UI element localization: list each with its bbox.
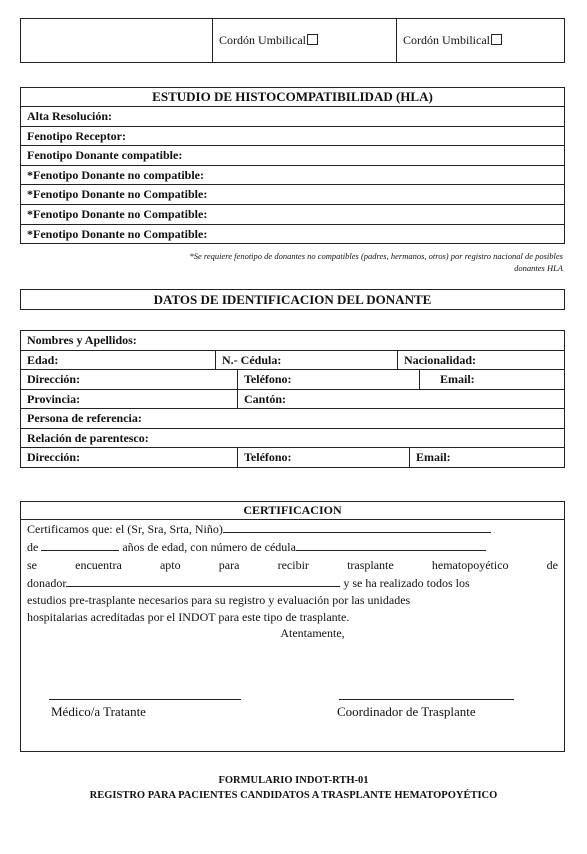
cert-line-5: estudios pre-trasplante necesarios para su registro y evaluación por las unidades: [27, 593, 411, 607]
hla-footnote: [40, 250, 563, 274]
hla-footnote-line-2: donantes HLA: [514, 263, 563, 273]
donor-address-2-field[interactable]: Dirección:: [21, 448, 238, 467]
donor-email-field[interactable]: Email:: [440, 372, 475, 386]
cordon-empty-cell: [21, 19, 213, 62]
cert-line-4-text: donador: [27, 576, 67, 590]
donor-phone-2-field[interactable]: Teléfono:: [238, 448, 410, 467]
donor-section-title: DATOS DE IDENTIFICACION DEL DONANTE: [20, 289, 565, 310]
hla-row-donante-no-compatible-4[interactable]: *Fenotipo Donante no Compatible:: [27, 226, 208, 241]
donor-nationality-field[interactable]: Nacionalidad:: [404, 352, 477, 367]
cert-line-3-word: se: [27, 558, 37, 572]
donor-reference-field[interactable]: Persona de referencia:: [27, 411, 142, 425]
donor-phone-field[interactable]: Teléfono:: [238, 370, 420, 389]
cert-line-1-text: Certificamos que: el (Sr, Sra, Srta, Niño): [27, 522, 223, 536]
cert-line-3-word: trasplante: [347, 558, 394, 572]
cert-line-6: hospitalarias acreditadas por el INDOT para este tipo de trasplante.: [27, 610, 350, 624]
signature-line-doctor[interactable]: [49, 699, 241, 700]
cert-line-3-word: de: [546, 558, 558, 572]
form-title: REGISTRO PARA PACIENTES CANDIDATOS A TRASPLANTE HEMATOPOYÉTICO: [89, 790, 498, 801]
cert-line-3-word: hematopoyético: [431, 558, 509, 572]
hla-section: [20, 87, 565, 244]
signature-label-doctor: Médico/a Tratante: [51, 704, 146, 719]
cert-line-4: [27, 575, 558, 591]
donor-row-province: [21, 390, 564, 410]
donor-names-field[interactable]: Nombres y Apellidos:: [27, 333, 137, 347]
cordon-checkbox-2[interactable]: [491, 34, 502, 45]
signature-label-coordinator: Coordinador de Trasplante: [337, 704, 476, 719]
cert-line-2-text: años de edad, con número de cédula: [122, 540, 296, 554]
hla-row-alta-resolucion[interactable]: Alta Resolución:: [21, 107, 564, 127]
id-number-blank[interactable]: [296, 539, 486, 551]
cert-line-3-word: para: [218, 558, 240, 572]
donor-canton-field[interactable]: Cantón:: [244, 391, 287, 406]
donor-address-field[interactable]: Dirección:: [21, 370, 238, 389]
cordon-table: [20, 18, 565, 63]
donor-email-2-field[interactable]: Email:: [416, 450, 451, 464]
donor-blank[interactable]: [66, 575, 340, 587]
donor-table: [20, 330, 565, 468]
donor-age-field[interactable]: Edad:: [21, 351, 216, 370]
donor-relationship-field[interactable]: Relación de parentesco:: [27, 430, 149, 445]
cert-line-2: [27, 539, 558, 555]
donor-row-reference: [21, 409, 564, 429]
age-blank[interactable]: [41, 539, 119, 551]
cert-line-4-text-b: y se ha realizado todos los: [343, 576, 470, 590]
cert-line-3-word: encuentra: [75, 558, 122, 572]
hla-row-donante-no-compatible-3[interactable]: *Fenotipo Donante no Compatible:: [21, 205, 564, 225]
donor-row-address: [21, 370, 564, 390]
hla-row-donante-no-compatible-2[interactable]: *Fenotipo Donante no Compatible:: [21, 185, 564, 205]
cert-line-3-word: apto: [159, 558, 181, 572]
certification-title: CERTIFICACION: [21, 502, 564, 520]
cert-line-2-de: de: [27, 540, 39, 554]
donor-row-address-2: [21, 448, 564, 467]
hla-row-donante-no-compatible-1[interactable]: *Fenotipo Donante no compatible:: [21, 166, 564, 186]
donor-row-age: [21, 351, 564, 371]
patient-name-blank[interactable]: [223, 521, 491, 533]
cert-line-3-word: recibir: [277, 558, 309, 572]
cordon-cell-2: [397, 19, 564, 62]
cert-line-3: [27, 558, 558, 573]
hla-footnote-line-1: *Se requiere fenotipo de donantes no compatibles (padres, hermanos, otros) por registro nacional de posibles: [189, 251, 563, 261]
hla-row-fenotipo-receptor[interactable]: Fenotipo Receptor:: [21, 127, 564, 147]
cert-closing: Atentamente,: [280, 626, 345, 640]
cert-line-1: [27, 521, 558, 537]
hla-row-donante-compatible[interactable]: Fenotipo Donante compatible:: [21, 146, 564, 166]
form-code: FORMULARIO INDOT-RTH-01: [218, 775, 369, 786]
cordon-label-2: Cordón Umbilical: [403, 33, 490, 47]
certification-box: [20, 501, 565, 752]
donor-row-relationship: [21, 429, 564, 449]
hla-title: ESTUDIO DE HISTOCOMPATIBILIDAD (HLA): [21, 88, 564, 107]
signature-line-coordinator[interactable]: [339, 699, 514, 700]
cordon-checkbox-1[interactable]: [307, 34, 318, 45]
donor-province-field[interactable]: Provincia:: [21, 390, 238, 409]
cordon-label-1: Cordón Umbilical: [219, 33, 306, 47]
donor-row-names: [21, 331, 564, 351]
cordon-cell-1: [213, 19, 397, 62]
donor-id-field[interactable]: N.- Cédula:: [216, 351, 398, 370]
